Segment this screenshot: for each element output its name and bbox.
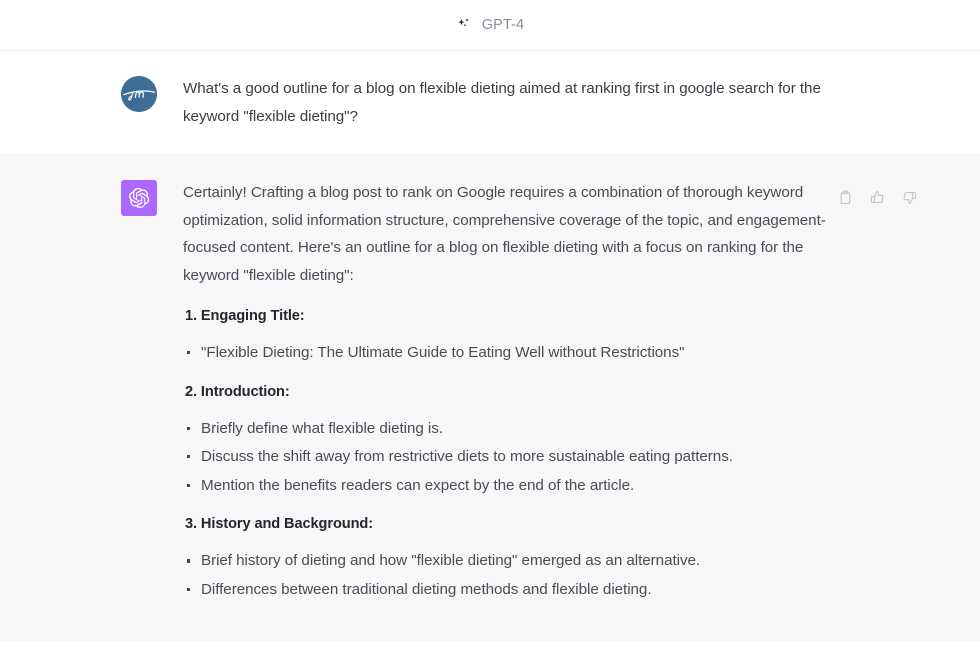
copy-button[interactable] [836, 188, 855, 207]
user-avatar-jm-monogram [121, 76, 157, 112]
assistant-message-turn [0, 154, 980, 642]
list-item: Brief history of dieting and how "flexible dieting" emerged as an alternative. [183, 547, 831, 575]
thumbs-up-button[interactable] [868, 188, 887, 207]
section-heading: 3. History and Background: [185, 516, 373, 533]
list-item: Discuss the shift away from restrictive diets to more sustainable eating patterns. [183, 443, 831, 471]
list-item: Mention the benefits readers can expect by the end of the article. [183, 472, 831, 500]
user-message-text: What's a good outline for a blog on flexible dieting aimed at ranking first in google search for the keyword "flexible dieting"? [183, 80, 821, 125]
list-item: "Flexible Dieting: The Ultimate Guide to Eating Well without Restrictions" [183, 339, 831, 367]
list-item: Differences between traditional dieting methods and flexible dieting. [183, 576, 831, 604]
thumbs-down-button[interactable] [900, 188, 919, 207]
model-selector[interactable] [450, 15, 530, 36]
conversation-thread [0, 51, 980, 663]
app-header [0, 0, 980, 51]
message-actions [836, 188, 919, 207]
list-item: Briefly define what flexible dieting is. [183, 415, 831, 443]
user-message-turn [0, 51, 980, 154]
openai-logo-icon [121, 180, 157, 216]
section-heading: 2. Introduction: [185, 383, 290, 400]
section-bullet-list [183, 339, 831, 367]
section-bullet-list [183, 547, 831, 603]
assistant-message-body [183, 179, 831, 618]
user-message-body [183, 75, 831, 130]
model-label: GPT-4 [481, 16, 525, 33]
sparkles-icon [456, 17, 473, 34]
outline-section-2 [183, 381, 831, 500]
outline-section-1 [183, 305, 831, 367]
assistant-intro-paragraph: Certainly! Crafting a blog post to rank on Google requires a combination of thorough keyword optimization, solid information structure, comprehensive coverage of the topic, and engagement-focused content. Here's an outline for a blog on flexible dieting with a focus on ranking for the keyword "flexible dieting": [183, 184, 826, 284]
section-heading: 1. Engaging Title: [185, 308, 305, 324]
section-bullet-list [183, 415, 831, 500]
outline-section-3 [183, 513, 831, 603]
